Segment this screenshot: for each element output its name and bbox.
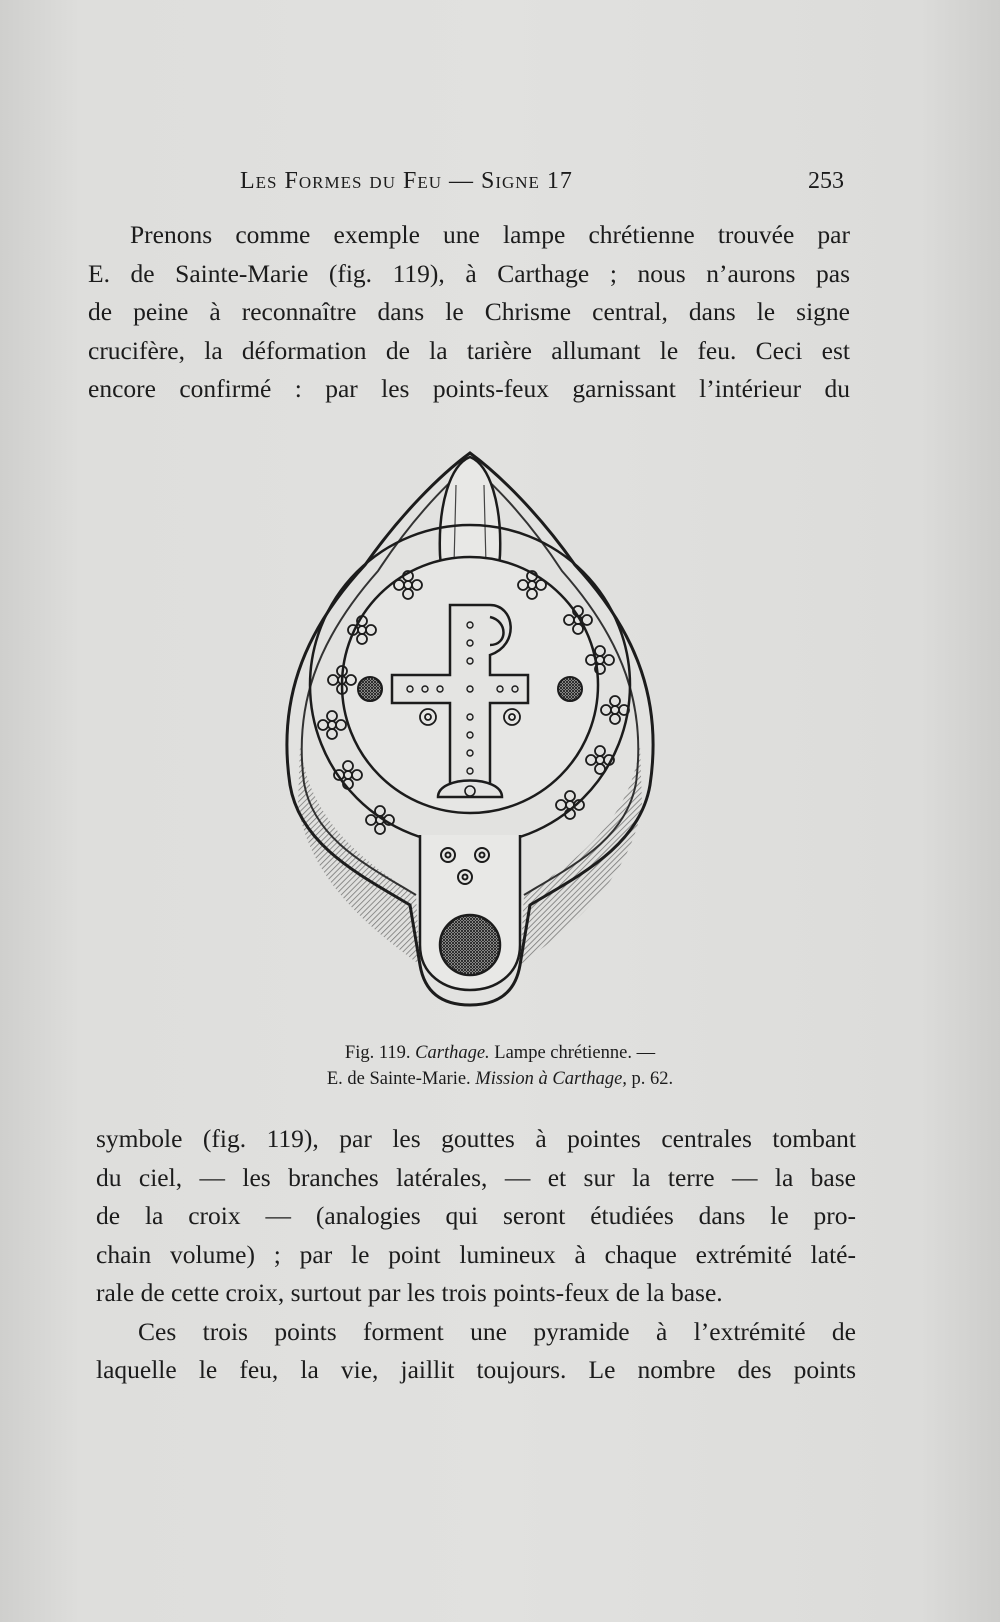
text-line: de peine à reconnaître dans le Chrisme central, dans le signe — [88, 297, 850, 326]
text-line: rale de cette croix, surtout par les trois points-feux de la base. — [96, 1278, 723, 1307]
page-number: 253 — [808, 168, 844, 194]
text-line: de la croix — (analogies qui seront étudiées dans le pro- — [96, 1201, 856, 1230]
text-line: symbole (fig. 119), par les gouttes à pointes centrales tombant — [96, 1124, 856, 1153]
text-line: crucifère, la déformation de la tarière allumant le feu. Ceci est — [88, 335, 850, 365]
caption-place: Carthage. — [415, 1043, 490, 1063]
text-line: laquelle le feu, la vie, jaillit toujours. Le nombre des points — [96, 1355, 856, 1384]
text-line: E. de Sainte-Marie (fig. 119), à Carthage ; nous n’aurons pas — [88, 258, 850, 288]
caption-work: Mission à Carthage, — [475, 1069, 627, 1089]
text-line: encore confirmé : par les points-feux garnissant l’intérieur du — [88, 374, 850, 403]
text-line: Ces trois points forment une pyramide à l’extrémité de — [138, 1316, 856, 1346]
text-line: Prenons comme exemple une lampe chrétienne trouvée par — [130, 220, 850, 249]
figure-caption-line-2 — [200, 1066, 800, 1093]
text-line: chain volume) ; par le point lumineux à chaque extrémité laté- — [96, 1239, 856, 1269]
paragraph-2 — [96, 1120, 856, 1390]
caption-author: E. de Sainte-Marie. — [326, 1069, 471, 1089]
text-line: du ciel, — les branches latérales, — et sur la terre — la base — [96, 1162, 856, 1192]
figure-caption-line-1 — [200, 1040, 800, 1067]
paragraph-1 — [88, 216, 850, 409]
lamp-illustration — [270, 445, 670, 1045]
caption-page: p. 62. — [631, 1069, 674, 1089]
running-head: Les Formes du Feu — Signe 17 — [240, 168, 573, 194]
caption-label: Fig. 119. — [344, 1043, 411, 1063]
caption-description: Lampe chrétienne. — — [494, 1043, 656, 1063]
